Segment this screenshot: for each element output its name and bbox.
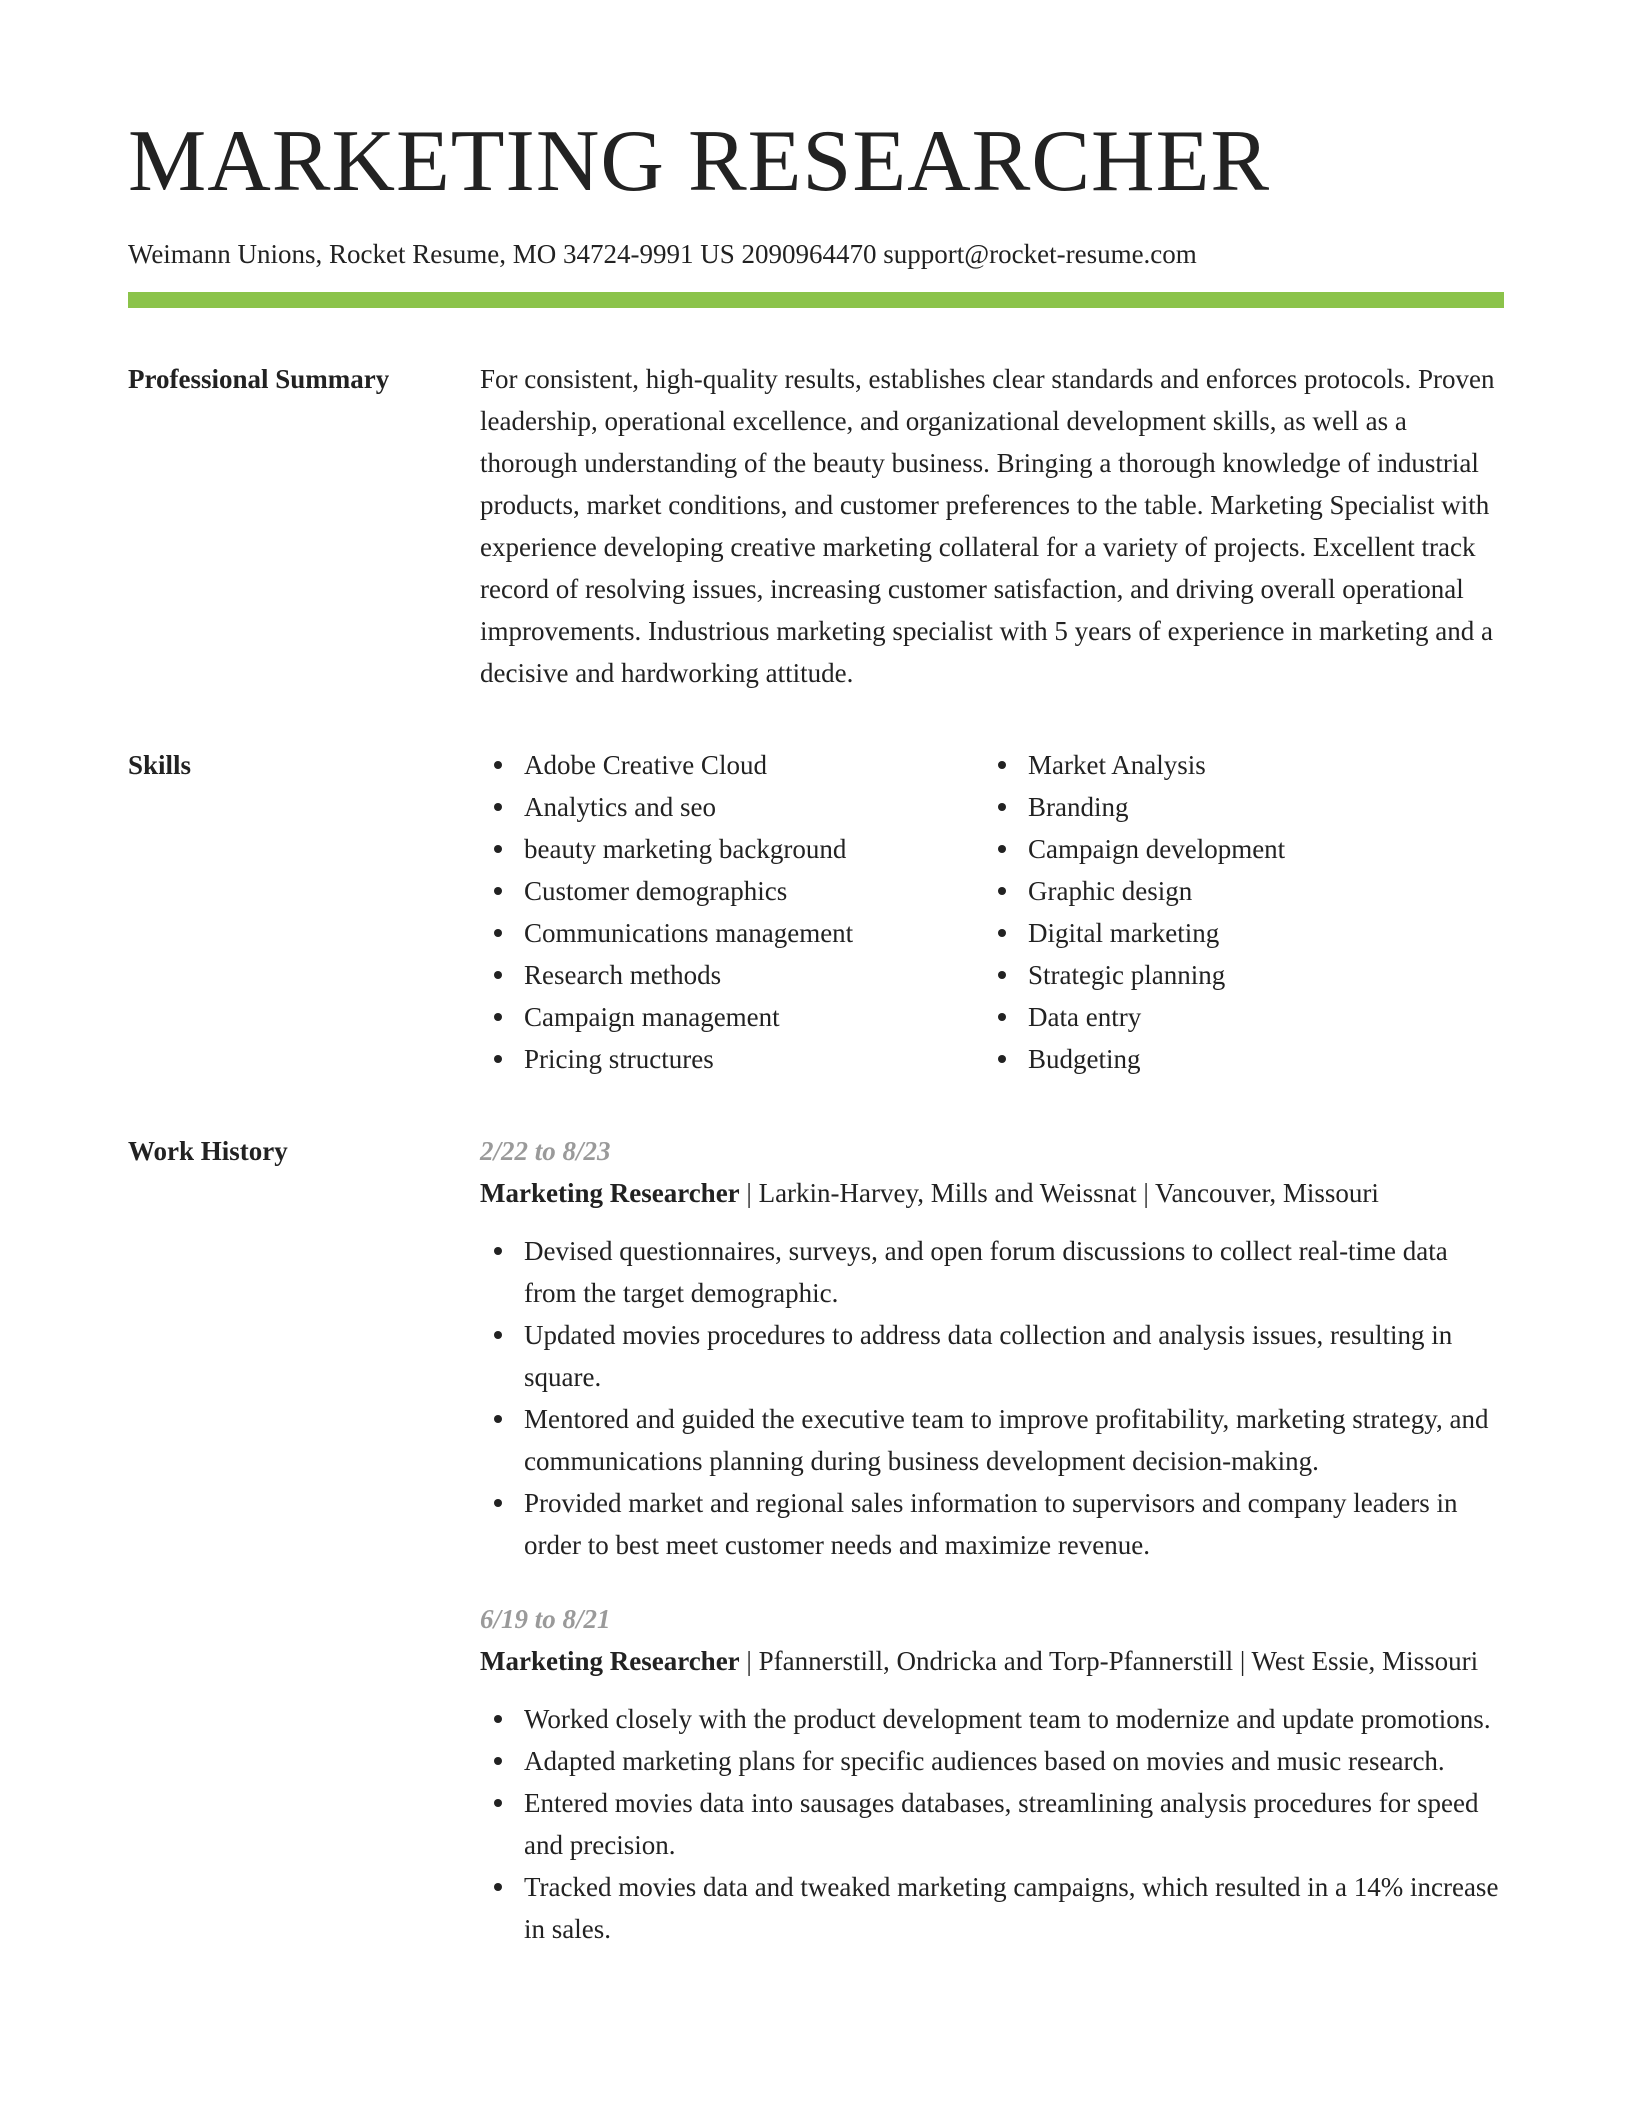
job-title: Marketing Researcher	[480, 1178, 740, 1208]
work-history-section	[128, 1130, 1504, 1950]
skills-heading: Skills	[128, 750, 192, 780]
skills-list-left	[480, 744, 984, 1080]
skill-item: Digital marketing	[984, 912, 1488, 954]
skill-item: Communications management	[480, 912, 984, 954]
work-history-heading: Work History	[128, 1136, 288, 1166]
job-bullet-list	[480, 1698, 1504, 1950]
job-details: | Pfannerstill, Ondricka and Torp-Pfannerstill | West Essie, Missouri	[739, 1646, 1479, 1676]
skill-item: Market Analysis	[984, 744, 1488, 786]
job-bullet: Tracked movies data and tweaked marketing campaigns, which resulted in a 14% increase in sales.	[480, 1866, 1504, 1950]
summary-heading: Professional Summary	[128, 364, 390, 394]
job-title: Marketing Researcher	[480, 1646, 740, 1676]
job-header	[480, 1172, 1504, 1214]
skill-item: Customer demographics	[480, 870, 984, 912]
skill-item: Branding	[984, 786, 1488, 828]
skill-item: Pricing structures	[480, 1038, 984, 1080]
skills-section	[128, 744, 1504, 1080]
job-details: | Larkin-Harvey, Mills and Weissnat | Vancouver, Missouri	[739, 1178, 1379, 1208]
job-bullet: Adapted marketing plans for specific audiences based on movies and music research.	[480, 1740, 1504, 1782]
summary-section	[128, 358, 1504, 694]
job-bullet: Entered movies data into sausages databases, streamlining analysis procedures for speed and precision.	[480, 1782, 1504, 1866]
skills-list-right	[984, 744, 1488, 1080]
job-bullet: Worked closely with the product development team to modernize and update promotions.	[480, 1698, 1504, 1740]
job-header	[480, 1640, 1504, 1682]
skill-item: Campaign development	[984, 828, 1488, 870]
resume-title: MARKETING RESEARCHER	[128, 113, 1271, 210]
job-bullet-list	[480, 1230, 1504, 1566]
job-bullet: Mentored and guided the executive team to improve profitability, marketing strategy, and communications planning during business development decision-making.	[480, 1398, 1504, 1482]
job-dates: 6/19 to 8/21	[480, 1604, 611, 1634]
contact-line: Weimann Unions, Rocket Resume, MO 34724-9991 US 2090964470 support@rocket-resume.com	[128, 239, 1197, 269]
skill-item: Research methods	[480, 954, 984, 996]
skill-item: beauty marketing background	[480, 828, 984, 870]
job-bullet: Provided market and regional sales information to supervisors and company leaders in order to best meet customer needs and maximize revenue.	[480, 1482, 1504, 1566]
job-dates: 2/22 to 8/23	[480, 1136, 611, 1166]
job-entry	[480, 1598, 1504, 1950]
job-bullet: Updated movies procedures to address data collection and analysis issues, resulting in square.	[480, 1314, 1504, 1398]
summary-text: For consistent, high-quality results, establishes clear standards and enforces protocols. Proven leadership, operational excellence, and organizational development skills, as well as a thorough understanding of the beauty business. Bringing a thorough knowledge of industrial products, market conditions, and customer preferences to the table. Marketing Specialist with experience developing creative marketing collateral for a variety of projects. Excellent track record of resolving issues, increasing customer satisfaction, and driving overall operational improvements. Industrious marketing specialist with 5 years of experience in marketing and a decisive and hardworking attitude.	[480, 364, 1495, 688]
resume-page	[128, 113, 1504, 1950]
skill-item: Adobe Creative Cloud	[480, 744, 984, 786]
skill-item: Analytics and seo	[480, 786, 984, 828]
skill-item: Campaign management	[480, 996, 984, 1038]
job-entry	[480, 1130, 1504, 1566]
skill-item: Strategic planning	[984, 954, 1488, 996]
skill-item: Data entry	[984, 996, 1488, 1038]
accent-divider	[128, 292, 1504, 308]
skill-item: Budgeting	[984, 1038, 1488, 1080]
skill-item: Graphic design	[984, 870, 1488, 912]
job-bullet: Devised questionnaires, surveys, and open forum discussions to collect real-time data from the target demographic.	[480, 1230, 1504, 1314]
